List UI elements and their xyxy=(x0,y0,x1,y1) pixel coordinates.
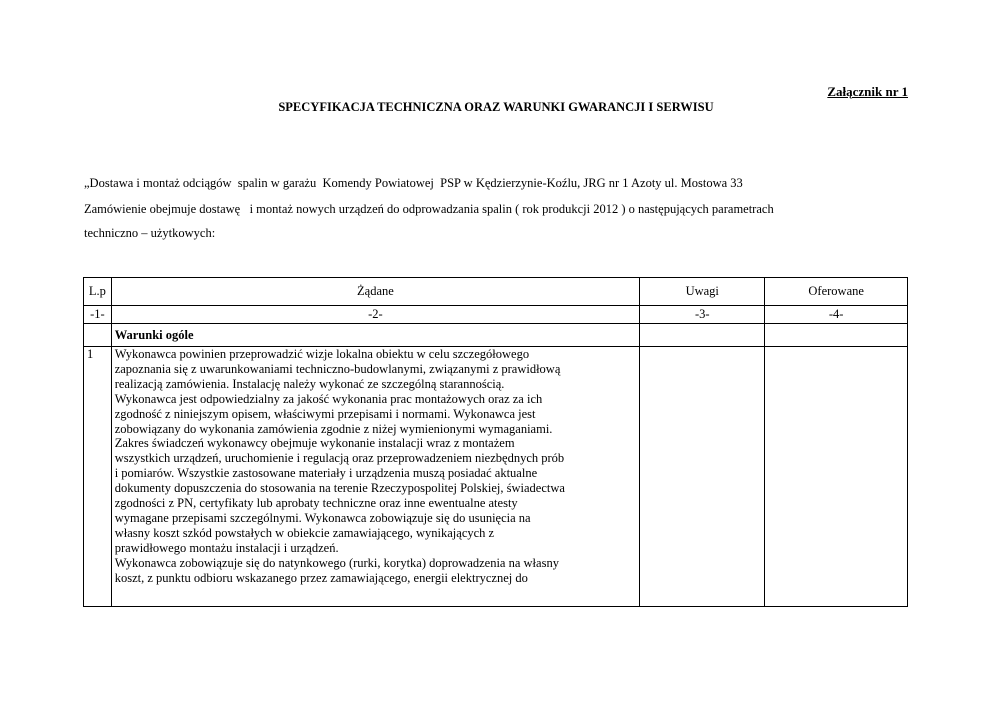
requirement-line: Wykonawca jest odpowiedzialny za jakość wykonania prac montażowych oraz za ich xyxy=(114,391,543,406)
requirement-line: zgodność z niniejszym opisem, właściwymi przepisami i normami. Wykonawca jest xyxy=(114,406,536,421)
column-number-row xyxy=(84,306,908,324)
section-row xyxy=(84,324,908,347)
requirement-line: koszt, z punktu odbioru wskazanego przez zamawiającego, energii elektrycznej do xyxy=(114,570,528,585)
header-lp: L.p xyxy=(84,278,112,306)
colnum-notes: -3- xyxy=(640,306,765,324)
specification-table xyxy=(83,277,908,607)
section-lp-cell xyxy=(84,324,112,347)
colnum-offered: -4- xyxy=(765,306,908,324)
requirement-line: prawidłowego montażu instalacji i urządzeń. xyxy=(114,540,339,555)
requirement-line: wymagane przepisami szczególnymi. Wykonawca zobowiązuje się do usunięcia na xyxy=(114,510,531,525)
header-required: Żądane xyxy=(111,278,639,306)
section-title: Warunki ogóle xyxy=(111,324,639,347)
header-notes: Uwagi xyxy=(640,278,765,306)
requirement-line: zapoznania się z uwarunkowaniami techniczno-budowlanymi, związanymi z prawidłową xyxy=(114,361,561,376)
requirement-line: zobowiązany do wykonania zamówienia zgodnie z niżej wymienionymi wymaganiami. xyxy=(114,421,553,436)
document-title: SPECYFIKACJA TECHNICZNA ORAZ WARUNKI GWARANCJI I SERWISU xyxy=(278,100,714,114)
row-lp: 1 xyxy=(84,347,112,607)
row-notes xyxy=(640,347,765,607)
intro-line-1: „Dostawa i montaż odciągów spalin w garażu Komendy Powiatowej PSP w Kędzierzynie-Koźlu, JRG nr 1 Azoty ul. Mostowa 33 xyxy=(84,176,743,190)
requirement-line: własny koszt szkód powstałych w obiekcie zamawiającego, wynikających z xyxy=(114,525,495,540)
requirement-line: Wykonawca powinien przeprowadzić wizje lokalna obiektu w celu szczegółowego xyxy=(114,347,530,361)
header-offered: Oferowane xyxy=(765,278,908,306)
requirement-line: Zakres świadczeń wykonawcy obejmuje wykonanie instalacji wraz z montażem xyxy=(114,436,515,451)
section-offered-cell xyxy=(765,324,908,347)
colnum-lp: -1- xyxy=(84,306,112,324)
requirement-line: i pomiarów. Wszystkie zastosowane materiały i urządzenia muszą posiadać aktualne xyxy=(114,466,538,481)
table-header-row xyxy=(84,278,908,306)
requirement-line: dokumenty dopuszczenia do stosowania na terenie Rzeczypospolitej Polskiej, świadectwa xyxy=(114,481,565,496)
requirement-line: zgodności z PN, certyfikaty lub aprobaty techniczne oraz inne ewentualne atesty xyxy=(114,496,518,511)
row-offered xyxy=(765,347,908,607)
section-notes-cell xyxy=(640,324,765,347)
requirement-line: Wykonawca zobowiązuje się do natynkowego (rurki, korytka) doprowadzenia na własny xyxy=(114,555,559,570)
intro-line-2: Zamówienie obejmuje dostawę i montaż nowych urządzeń do odprowadzania spalin ( rok produkcji 2012 ) o następujących parametrach xyxy=(84,202,774,216)
colnum-required: -2- xyxy=(111,306,639,324)
requirement-line: wszystkich urządzeń, uruchomienie i regulacją oraz przeprowadzeniem niezbędnych prób xyxy=(114,451,565,466)
attachment-label: Załącznik nr 1 xyxy=(827,84,908,99)
intro-line-3: techniczno – użytkowych: xyxy=(84,226,216,240)
table-row xyxy=(84,347,908,607)
row-requirement-text xyxy=(111,347,639,607)
requirement-line: realizacją zamówienia. Instalację należy wykonać ze szczególną starannością. xyxy=(114,376,505,391)
